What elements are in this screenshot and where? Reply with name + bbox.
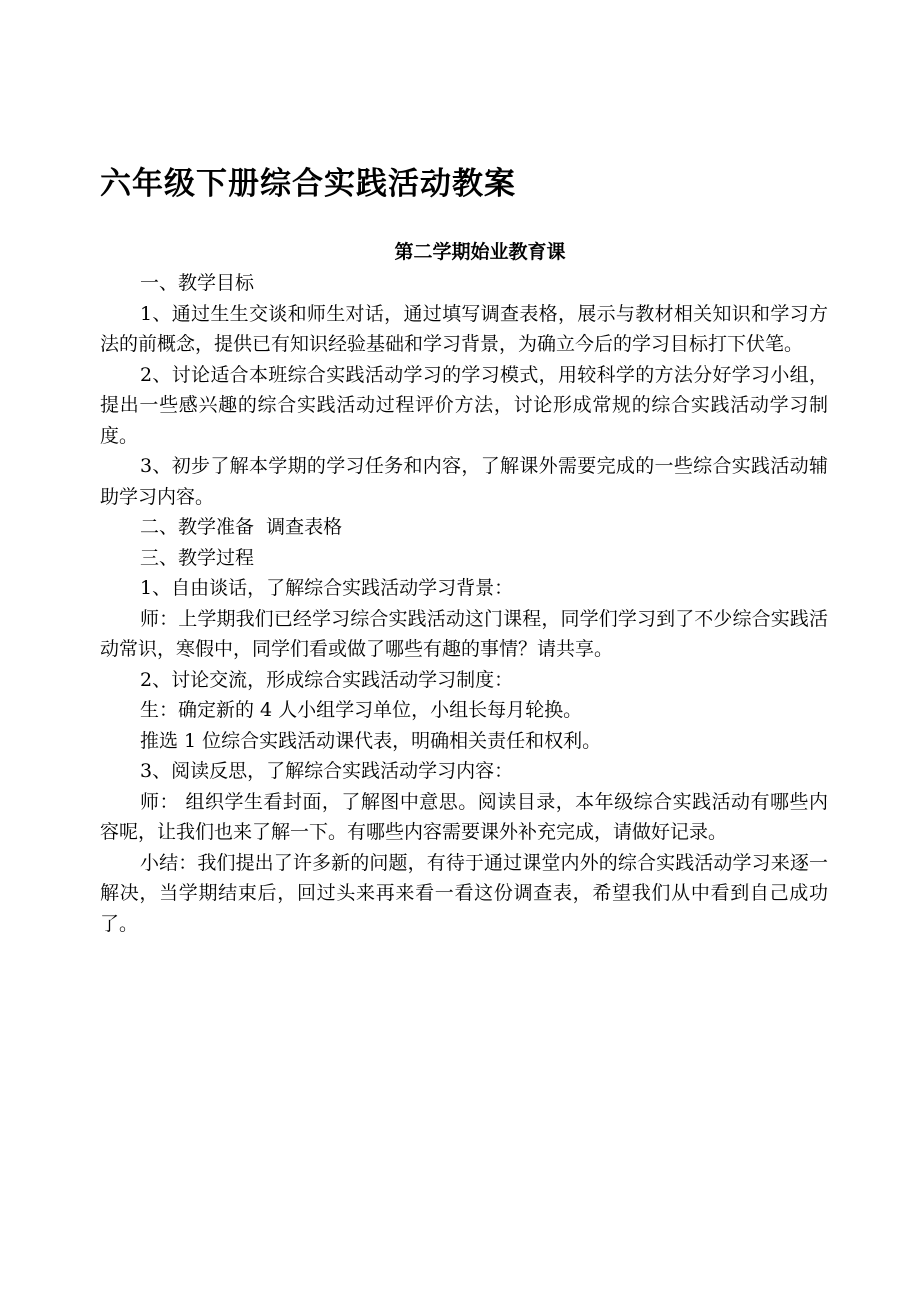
lesson-title: 第二学期始业教育课 (394, 241, 566, 263)
summary: 小结：我们提出了许多新的问题，有待于通过课堂内外的综合实践活动学习来逐一解决，当学期结束后，回过头来再来看一看这份调查表，希望我们从中看到自己成功了。 (100, 851, 828, 935)
process-step-1: 1、自由谈话，了解综合实践活动学习背景： (140, 577, 514, 599)
heading-teaching-preparation: 二、教学准备 调查表格 (140, 516, 343, 538)
heading-teaching-process: 三、教学过程 (140, 546, 255, 569)
document-title: 六年级下册综合实践活动教案 (100, 166, 516, 202)
process-step-2-student: 生：确定新的 4 人小组学习单位，小组长每月轮换。 (140, 699, 583, 721)
goal-3: 3、初步了解本学期的学习任务和内容，了解课外需要完成的一些综合实践活动辅助学习内容。 (100, 455, 828, 508)
process-step-2-representative: 推选 1 位综合实践活动课代表，明确相关责任和权利。 (140, 729, 602, 752)
goal-2: 2、讨论适合本班综合实践活动学习的学习模式，用较科学的方法分好学习小组，提出一些感兴趣的综合实践活动过程评价方法，讨论形成常规的综合实践活动学习制度。 (100, 363, 828, 447)
document-body (100, 236, 828, 939)
process-step-1-teacher: 师：上学期我们已经学习综合实践活动这门课程，同学们学习到了不少综合实践活动常识，寒假中，同学们看或做了哪些有趣的事情？请共享。 (100, 607, 828, 660)
heading-teaching-goals: 一、教学目标 (140, 272, 255, 294)
process-step-2: 2、讨论交流，形成综合实践活动学习制度： (140, 668, 514, 691)
process-step-3: 3、阅读反思，了解综合实践活动学习内容： (140, 760, 514, 782)
process-step-3-teacher: 师： 组织学生看封面，了解图中意思。阅读目录，本年级综合实践活动有哪些内容呢，让我们也来了解一下。有哪些内容需要课外补充完成，请做好记录。 (100, 790, 828, 843)
goal-1: 1、通过生生交谈和师生对话，通过填写调查表格，展示与教材相关知识和学习方法的前概念，提供已有知识经验基础和学习背景，为确立今后的学习目标打下伏笔。 (100, 302, 828, 355)
